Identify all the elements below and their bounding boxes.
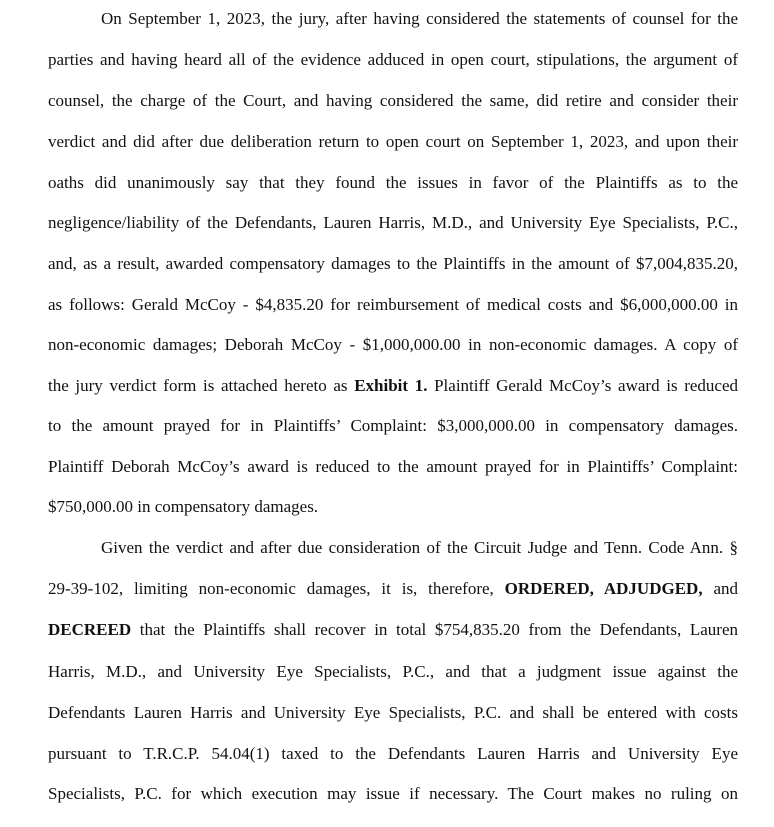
paragraph-1-line-5: oaths did unanimously say that they found the issues in favor of the Plaintiffs as to the xyxy=(48,173,738,192)
paragraph-1-line-9: non-economic damages; Deborah McCoy - $1,000,000.00 in non-economic damages. A copy of xyxy=(48,335,738,354)
paragraph-2-line-4: Harris, M.D., and University Eye Specialists, P.C., and that a judgment issue against the xyxy=(48,662,738,681)
exhibit-reference: Exhibit 1. xyxy=(354,376,428,395)
ordered-adjudged-emphasis: ORDERED, ADJUDGED, xyxy=(504,579,703,598)
paragraph-1-line-7: and, as a result, awarded compensatory damages to the Plaintiffs in the amount of $7,004,835.20, xyxy=(48,254,738,273)
line-text-after: that the Plaintiffs shall recover in total $754,835.20 from the Defendants, Lauren xyxy=(131,620,738,639)
line-10-text-before: the jury verdict form is attached hereto as xyxy=(48,376,355,395)
paragraph-1-line-10 xyxy=(48,376,738,396)
line-text-middle: and xyxy=(702,579,739,598)
paragraph-2-line-6: pursuant to T.R.C.P. 54.04(1) taxed to the Defendants Lauren Harris and University Eye xyxy=(48,744,738,763)
paragraph-2-line-7: Specialists, P.C. for which execution may issue if necessary. The Court makes no ruling on xyxy=(48,784,738,803)
paragraph-2-line-2 xyxy=(48,579,738,599)
paragraph-2-line-5: Defendants Lauren Harris and University Eye Specialists, P.C. and shall be entered with costs xyxy=(48,703,738,722)
line-10-text-after: Plaintiff Gerald McCoy’s award is reduced xyxy=(427,376,739,395)
paragraph-1-line-11: to the amount prayed for in Plaintiffs’ Complaint: $3,000,000.00 in compensatory damages. xyxy=(48,416,738,435)
paragraph-1-line-3: counsel, the charge of the Court, and having considered the same, did retire and consider their xyxy=(48,91,738,110)
paragraph-1-line-1: On September 1, 2023, the jury, after having considered the statements of counsel for the xyxy=(101,9,738,28)
paragraph-1-line-6: negligence/liability of the Defendants, Lauren Harris, M.D., and University Eye Specialists, P.C., xyxy=(48,213,738,232)
paragraph-1-line-2: parties and having heard all of the evidence adduced in open court, stipulations, the argument of xyxy=(48,50,738,69)
paragraph-1-line-13: $750,000.00 in compensatory damages. xyxy=(48,497,319,516)
paragraph-1-line-4: verdict and did after due deliberation return to open court on September 1, 2023, and upon their xyxy=(48,132,738,151)
decreed-emphasis: DECREED xyxy=(48,620,132,639)
paragraph-1-line-8: as follows: Gerald McCoy - $4,835.20 for reimbursement of medical costs and $6,000,000.00 in xyxy=(48,295,738,314)
line-text-before: 29-39-102, limiting non-economic damages, it is, therefore, xyxy=(48,579,505,598)
paragraph-1-line-12: Plaintiff Deborah McCoy’s award is reduced to the amount prayed for in Plaintiffs’ Complaint: xyxy=(48,457,738,476)
paragraph-2-line-3 xyxy=(48,620,738,640)
paragraph-2-line-1: Given the verdict and after due consideration of the Circuit Judge and Tenn. Code Ann. § xyxy=(101,538,738,557)
